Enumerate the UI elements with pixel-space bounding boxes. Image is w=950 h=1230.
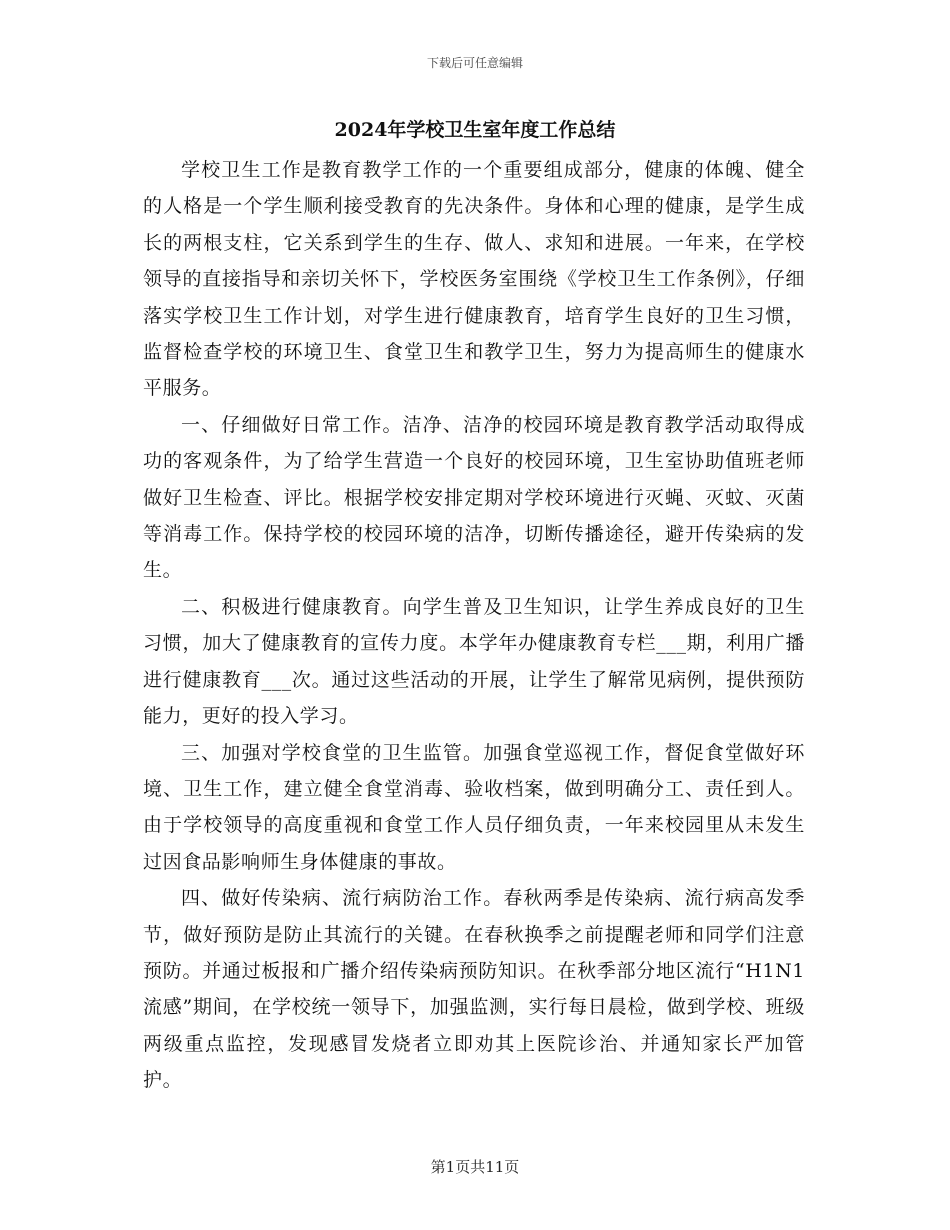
page-number-footer: 第1页共11页	[430, 1158, 520, 1176]
header-note: 下载后可任意编辑	[426, 56, 523, 70]
paragraph-canteen-supervision: 三、加强对学校食堂的卫生监管。加强食堂巡视工作，督促食堂做好环境、卫生工作，建立健全食堂消毒、验收档案，做到明确分工、责任到人。由于学校领导的高度重视和食堂工作人员仔细负责，一年来校园里从未发生过因食品影响师生身体健康的事故。	[143, 741, 805, 873]
paragraph-daily-work: 一、仔细做好日常工作。洁净、洁净的校园环境是教育教学活动取得成功的客观条件，为了给学生营造一个良好的校园环境，卫生室协助值班老师做好卫生检查、评比。根据学校安排定期对学校环境进行灭蝇、灭蚊、灭菌等消毒工作。保持学校的校园环境的洁净，切断传播途径，避开传染病的发生。	[143, 413, 805, 582]
paragraph-disease-prevention: 四、做好传染病、流行病防治工作。春秋两季是传染病、流行病高发季节，做好预防是防止其流行的关键。在春秋换季之前提醒老师和同学们注意预防。并通过板报和广播介绍传染病预防知识。在秋季部分地区流行“H1N1流感”期间，在学校统一领导下，加强监测，实行每日晨检，做到学校、班级两级重点监控，发现感冒发烧者立即劝其上医院诊治、并通知家长严加管护。	[143, 887, 805, 1092]
paragraph-health-education: 二、积极进行健康教育。向学生普及卫生知识，让学生养成良好的卫生习惯，加大了健康教育的宣传力度。本学年办健康教育专栏___期，利用广播进行健康教育___次。通过这些活动的开展，让学生了解常见病例，提供预防能力，更好的投入学习。	[143, 595, 805, 728]
document-title: 2024年学校卫生室年度工作总结	[334, 119, 616, 141]
document-body	[143, 152, 805, 1099]
paragraph-intro: 学校卫生工作是教育教学工作的一个重要组成部分，健康的体魄、健全的人格是一个学生顺利接受教育的先决条件。身体和心理的健康，是学生成长的两根支柱，它关系到学生的生存、做人、求知和进展。一年来，在学校领导的直接指导和亲切关怀下，学校医务室围绕《学校卫生工作条例》，仔细落实学校卫生工作计划，对学生进行健康教育，培育学生良好的卫生习惯，监督检查学校的环境卫生、食堂卫生和教学卫生，努力为提高师生的健康水平服务。	[143, 159, 805, 400]
